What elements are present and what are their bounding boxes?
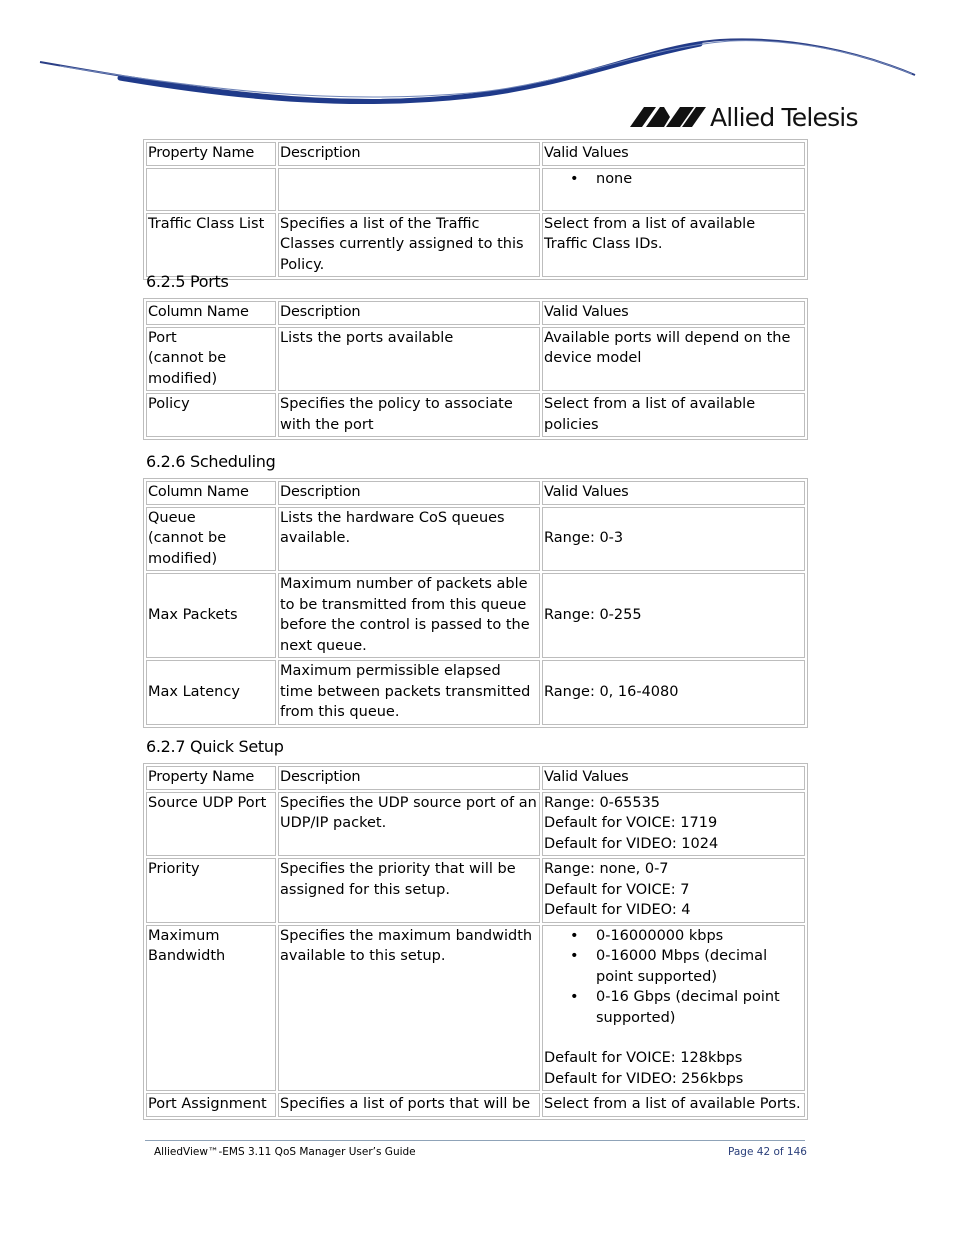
column-description: Maximum permissible elapsed time between packets transmitted from this queue. xyxy=(278,660,540,725)
table-row xyxy=(146,327,805,392)
column-name: Policy xyxy=(146,393,276,437)
table-row xyxy=(146,660,805,725)
list-item: • 0-16000000 kbps xyxy=(596,926,802,947)
value-line: Default for VOICE: 7 xyxy=(544,881,690,898)
brand-name: Allied Telesis xyxy=(710,102,858,132)
ports-table xyxy=(143,298,808,440)
value-line: Default for VIDEO: 256kbps xyxy=(544,1070,744,1087)
column-values: Range: 0-3 xyxy=(542,507,805,572)
value-line: Default for VIDEO: 1024 xyxy=(544,835,719,852)
table-row xyxy=(146,858,805,923)
list-item: • 0-16 Gbps (decimal point supported) xyxy=(596,987,802,1028)
table-row xyxy=(146,168,805,211)
column-name: Max Latency xyxy=(146,660,276,725)
header-cell: Valid Values xyxy=(542,301,805,325)
value-line: Default for VOICE: 1719 xyxy=(544,815,718,831)
footer-divider xyxy=(145,1140,805,1141)
column-description: Specifies the policy to associate with the port xyxy=(278,393,540,437)
column-name: Max Packets xyxy=(146,573,276,658)
section-title-quick-setup: 6.2.7 Quick Setup xyxy=(146,737,284,756)
section-title-ports: 6.2.5 Ports xyxy=(146,272,229,291)
value-line: Range: none, 0-7 xyxy=(544,861,669,877)
property-name: Maximum Bandwidth xyxy=(146,925,276,1092)
column-note: (cannot be modified) xyxy=(148,530,227,567)
header-cell: Description xyxy=(278,301,540,325)
table-header-row xyxy=(146,766,805,790)
header-cell: Column Name xyxy=(146,481,276,505)
table-header-row xyxy=(146,301,805,325)
section-title-scheduling: 6.2.6 Scheduling xyxy=(146,452,276,471)
property-description: Specifies the maximum bandwidth available to this setup. xyxy=(278,925,540,1092)
value-line: Default for VIDEO: 4 xyxy=(544,902,691,918)
property-name: Priority xyxy=(146,858,276,923)
header-cell: Description xyxy=(278,766,540,790)
column-name: Port xyxy=(148,329,177,346)
column-values: Available ports will depend on the device model xyxy=(542,327,805,392)
table-header-row xyxy=(146,142,805,166)
table-row xyxy=(146,1093,805,1117)
table-header-row xyxy=(146,481,805,505)
allied-telesis-logo xyxy=(630,100,870,134)
table-row xyxy=(146,792,805,857)
list-item: • none xyxy=(596,169,802,190)
table-row xyxy=(146,507,805,572)
property-name: Source UDP Port xyxy=(146,792,276,857)
property-values: Select from a list of available Traffic Class IDs. xyxy=(542,213,805,278)
column-values: Range: 0, 16-4080 xyxy=(542,660,805,725)
header-cell: Valid Values xyxy=(542,481,805,505)
footer-page-number: Page 42 of 146 xyxy=(728,1146,807,1158)
header-cell: Property Name xyxy=(146,142,276,166)
header-cell: Valid Values xyxy=(542,766,805,790)
header-cell: Column Name xyxy=(146,301,276,325)
value-line: Default for VOICE: 128kbps xyxy=(544,1050,743,1066)
property-description: Specifies a list of ports that will be xyxy=(278,1093,540,1117)
table-row xyxy=(146,393,805,437)
policy-properties-table xyxy=(143,139,808,280)
quick-setup-table xyxy=(143,763,808,1120)
column-name: Queue xyxy=(148,509,196,526)
header-cell: Description xyxy=(278,481,540,505)
footer-guide-title: AlliedView™-EMS 3.11 QoS Manager User’s Guide xyxy=(154,1146,416,1158)
property-description: Specifies the UDP source port of an UDP/IP packet. xyxy=(278,792,540,857)
logo-mark-icon xyxy=(630,105,706,129)
value-line: Range: 0-65535 xyxy=(544,794,661,811)
property-description: Specifies a list of the Traffic Classes currently assigned to this Policy. xyxy=(278,213,540,278)
column-description: Maximum number of packets able to be transmitted from this queue before the control is passed to the next queue. xyxy=(278,573,540,658)
column-note: (cannot be modified) xyxy=(148,350,227,387)
column-description: Lists the ports available xyxy=(278,327,540,392)
scheduling-table xyxy=(143,478,808,728)
value-line: Select from a list of available Ports. xyxy=(542,1093,805,1117)
column-values: Range: 0-255 xyxy=(542,573,805,658)
property-description: Specifies the priority that will be assigned for this setup. xyxy=(278,858,540,923)
header-cell: Valid Values xyxy=(542,142,805,166)
header-cell: Description xyxy=(278,142,540,166)
property-name: Port Assignment xyxy=(146,1093,276,1117)
column-description: Lists the hardware CoS queues available. xyxy=(278,507,540,572)
table-row xyxy=(146,573,805,658)
table-row xyxy=(146,925,805,1092)
list-item: • 0-16000 Mbps (decimal point supported) xyxy=(596,946,802,987)
table-row xyxy=(146,213,805,278)
header-cell: Property Name xyxy=(146,766,276,790)
property-name: Traffic Class List xyxy=(146,213,276,278)
column-values: Select from a list of available policies xyxy=(542,393,805,437)
